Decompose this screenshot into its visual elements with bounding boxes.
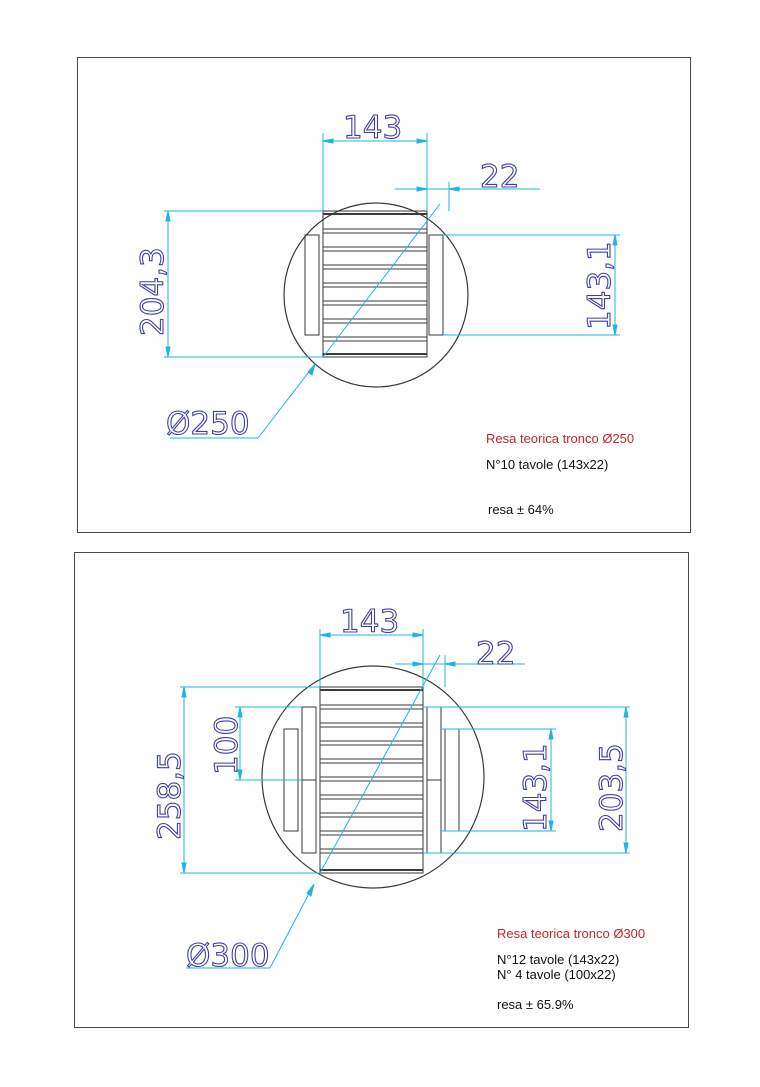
dim-diameter-300: Ø300 — [186, 938, 270, 974]
dim-top-width-250: 143 — [343, 110, 403, 146]
caption-boards-100-300: N° 4 tavole (100x22) — [497, 967, 616, 982]
dim-inner-left-height-300: 100 — [209, 715, 245, 775]
caption-title-250: Resa teorica tronco Ø250 — [486, 431, 635, 446]
dim-top-width-300: 143 — [340, 604, 400, 640]
dim-right-height-250: 143,1 — [582, 241, 618, 330]
caption-title-300: Resa teorica tronco Ø300 — [497, 926, 646, 941]
dim-diameter-250: Ø250 — [166, 406, 250, 442]
caption-boards-143-300: N°12 tavole (143x22) — [497, 952, 620, 967]
dim-inner-right-height-300: 143,1 — [518, 743, 554, 832]
dim-left-height-250: 204,3 — [135, 247, 171, 336]
dim-thickness-300: 22 — [476, 636, 516, 672]
dim-left-height-300: 258,5 — [152, 751, 188, 840]
dim-right-height-300: 203,5 — [594, 743, 630, 832]
dim-thickness-250: 22 — [480, 159, 520, 195]
caption-boards-250: N°10 tavole (143x22) — [486, 457, 609, 472]
caption-yield-300: resa ± 65.9% — [497, 997, 574, 1012]
caption-yield-250: resa ± 64% — [488, 502, 554, 517]
side-board-right-outer-300 — [445, 729, 459, 831]
